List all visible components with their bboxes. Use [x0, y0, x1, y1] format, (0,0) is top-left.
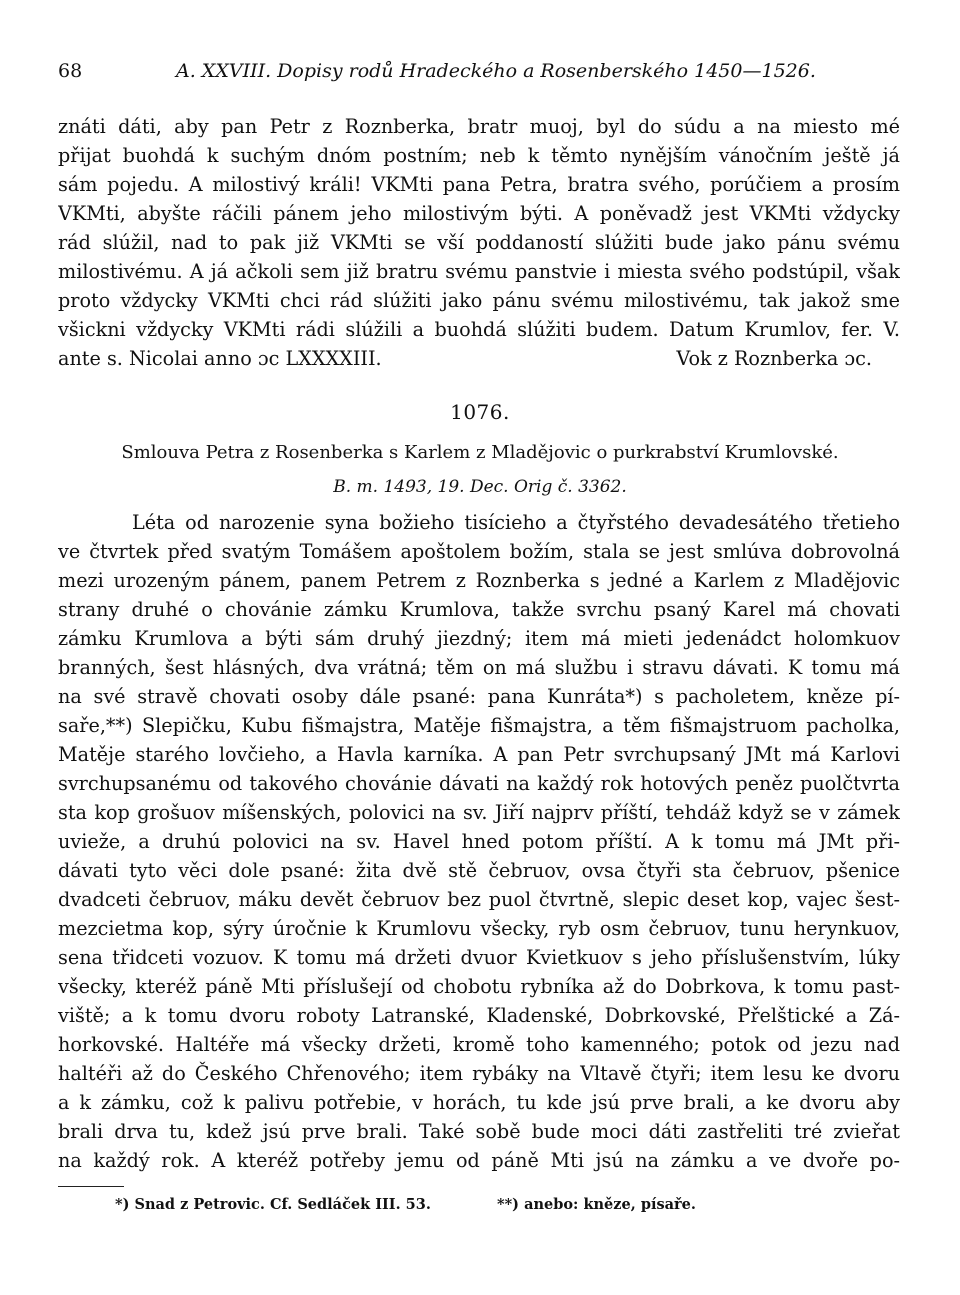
running-title: A. XXVIII. Dopisy rodů Hradeckého a Rosenberského 1450—1526. [176, 60, 816, 82]
text-line: sena třidceti vozuov. K tomu má držeti dvuor Kvietkuov s jeho příslušenstvím, lúky [58, 946, 900, 969]
text-line: uvieže, a druhú polovici na sv. Havel hned potom příští. A k tomu má JMt při- [58, 830, 900, 853]
text-line: milostivému. A já ačkoli sem již bratru svému panstvie i miesta svého podstúpil, však [58, 260, 900, 283]
text-line: sta kop grošuov míšenských, polovici na sv. Jiří najprv příští, tehdáž když se v zámek [58, 801, 900, 824]
text-line: horkovské. Haltéře má všecky držeti, kromě toho kamenného; potok od jezu nad [58, 1033, 900, 1056]
text-line: svrchupsanému od takového chovánie dávati na každý rok hotových peněz puolčtvrta [58, 772, 900, 795]
text-line: viště; a k tomu dvoru roboty Latranské, Kladenské, Dobrkovské, Přelštické a Zá- [58, 1004, 900, 1027]
text-line: zámku Krumlova a býti sám druhý jiezdný; item má mieti jedenádct holomkuov [58, 627, 900, 650]
letter-date: ante s. Nicolai anno ɔc LXXXXIII. [58, 347, 382, 370]
footnote-1: *) Snad z Petrovic. Cf. Sedláček III. 53. [115, 1196, 431, 1213]
text-line: dvadceti čebruov, máku devět čebruov bez puol čtvrtně, slepic deset kop, vajec šest- [58, 888, 900, 911]
text-line: všecky, kteréž páně Mti příslušejí od chobotu rybníka až do Dobrkova, k tomu past- [58, 975, 900, 998]
text-line: dávati tyto věci dole psané: žita dvě stě čebruov, ovsa čtyři sta čebruov, pšenice [58, 859, 900, 882]
text-line: na každý rok. A kteréž potřeby jemu od páně Mti jsú na zámku a ve dvoře po- [58, 1149, 900, 1172]
page-header [58, 60, 900, 90]
text-line: znáti dáti, aby pan Petr z Roznberka, bratr muoj, byl do súdu a na miesto mé [58, 115, 900, 138]
text-line: Léta od narozenie syna božieho tisícieho a čtyřstého devadesátého třetieho [132, 511, 900, 534]
text-line: a k zámku, což k palivu potřebie, v horách, tu kde jsú prve brali, a ke dvoru aby [58, 1091, 900, 1114]
text-line: mezi urozeným pánem, panem Petrem z Roznberka s jedné a Karlem z Mladějovic [58, 569, 900, 592]
footnote-2: **) anebo: kněze, písaře. [497, 1196, 696, 1213]
text-line: saře,**) Slepičku, Kubu fišmajstra, Matěje fišmajstra, a těm fišmajstruom pacholka, [58, 714, 900, 737]
letter-continuation [58, 112, 900, 373]
letter-signature: Vok z Roznberka ɔc. [676, 347, 872, 370]
text-line: sám pojedu. A milostivý králi! VKMti pana Petra, bratra svého, porúčiem a prosím [58, 173, 900, 196]
text-line: na své stravě chovati osoby dále psané: pana Kunráta*) s pacholetem, kněze pí- [58, 685, 900, 708]
document-source: B. m. 1493, 19. Dec. Orig č. 3362. [333, 477, 627, 497]
text-line: proto vždycky VKMti chci rád slúžiti jako pánu svému milostivému, tak jakož sme [58, 289, 900, 312]
text-line: Matěje starého lovčieho, a Havla karníka. A pan Petr svrchupsaný JMt má Karlovi [58, 743, 900, 766]
letter-closing [58, 344, 900, 373]
text-line: brali drva tu, kdež jsú prve brali. Také sobě bude moci dáti zastřeliti tré zvieřat [58, 1120, 900, 1143]
text-line: rád slúžil, nad to pak již VKMti se vší poddaností slúžiti bude jako pánu svému [58, 231, 900, 254]
text-line: branných, šest hlásných, dva vrátná; těm on má službu i stravu dávati. K tomu má [58, 656, 900, 679]
text-line: ve čtvrtek před svatým Tomášem apoštolem božím, stala se jest smlúva dobrovolná [58, 540, 900, 563]
document-body [58, 508, 900, 1175]
text-line: VKMti, abyšte ráčili pánem jeho milostivým býti. A poněvadž jest VKMti vždycky [58, 202, 900, 225]
text-line: všickni vždycky VKMti rádi slúžili a buohdá slúžiti budem. Datum Krumlov, fer. V. [58, 318, 900, 341]
text-line: mezcietma kop, sýry úročnie k Krumlovu všecky, ryb osm čebruov, tunu herynkuov, [58, 917, 900, 940]
text-line: haltéři až do Českého Chřenového; item rybáky na Vltavě čtyři; item lesu ke dvoru [58, 1062, 900, 1085]
footnote-separator [58, 1186, 124, 1187]
text-line: přijat buohdá k suchým dnóm postním; neb k těmto nynějším vánočním ještě já [58, 144, 900, 167]
document-summary: Smlouva Petra z Rosenberka s Karlem z Mladějovic o purkrabství Krumlovské. [121, 442, 839, 463]
document-number: 1076. [450, 400, 510, 424]
text-line: strany druhé o chovánie zámku Krumlova, takže svrchu psaný Karel má chovati [58, 598, 900, 621]
page-number: 68 [58, 60, 83, 82]
